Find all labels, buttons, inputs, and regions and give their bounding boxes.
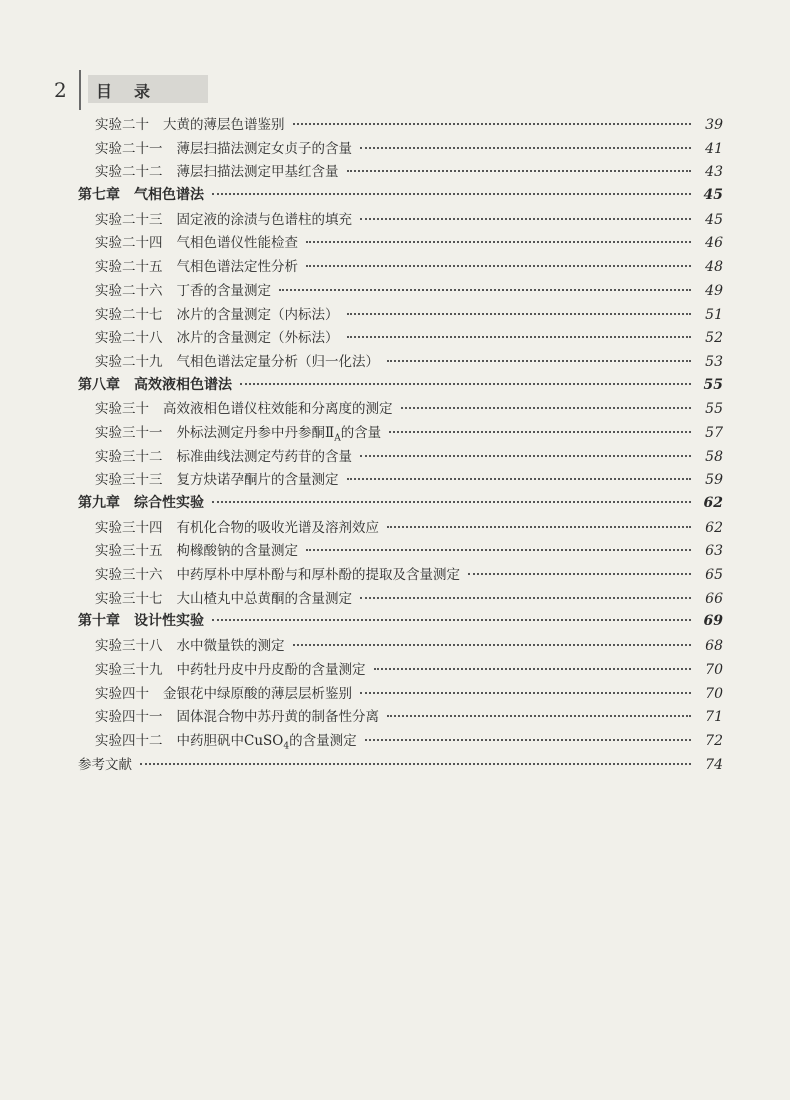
- toc-leader-dots: [279, 289, 691, 291]
- toc-page-number: 55: [703, 376, 723, 393]
- toc-entry-row[interactable]: [78, 587, 723, 611]
- toc-entry-row[interactable]: [78, 682, 723, 706]
- toc-page-number: 55: [705, 401, 723, 418]
- section-title: 目录: [96, 82, 173, 101]
- toc-leader-dots: [347, 336, 692, 338]
- toc-title: 大黄的薄层色谱鉴别: [163, 117, 285, 133]
- toc-page-number: 62: [703, 495, 723, 511]
- toc-title: 冰片的含量测定（内标法）: [176, 306, 339, 323]
- toc-entry-row[interactable]: [78, 468, 723, 492]
- toc-page-number: 53: [705, 353, 723, 370]
- toc-leader-dots: [389, 431, 691, 433]
- toc-entry-row[interactable]: [78, 634, 723, 658]
- toc-leader-dots: [212, 619, 691, 621]
- toc-chapter-row[interactable]: [78, 184, 723, 208]
- toc-title: 中药胆矾中CuSO$_4$的含量测定: [176, 732, 357, 752]
- toc-number: 实验三十七: [95, 590, 163, 607]
- toc-entry-row[interactable]: [78, 326, 723, 350]
- toc-page-number: 45: [703, 187, 723, 204]
- toc-page-number: 59: [705, 472, 723, 489]
- toc-number: 实验三十五: [95, 543, 163, 560]
- toc-leader-dots: [360, 218, 691, 220]
- toc-number: 实验三十九: [95, 661, 163, 678]
- toc-title: 薄层扫描法测定甲基红含量: [176, 164, 339, 181]
- toc-title: 冰片的含量测定（外标法）: [176, 330, 339, 347]
- toc-page-number: 70: [705, 685, 723, 702]
- toc-page-number: 71: [705, 709, 723, 726]
- toc-leader-dots: [212, 501, 691, 503]
- table-of-contents: [78, 113, 723, 776]
- toc-leader-dots: [468, 573, 691, 575]
- toc-leader-dots: [360, 692, 691, 694]
- toc-leader-dots: [387, 360, 691, 362]
- toc-entry-row[interactable]: [78, 137, 723, 161]
- toc-title: 丁香的含量测定: [176, 282, 271, 299]
- toc-number: 实验三十四: [95, 519, 163, 536]
- toc-title: 有机化合物的吸收光谱及溶剂效应: [176, 519, 379, 536]
- toc-number: 实验二十: [95, 117, 149, 133]
- toc-leader-dots: [347, 478, 692, 480]
- toc-title: 中药厚朴中厚朴酚与和厚朴酚的提取及含量测定: [176, 567, 460, 584]
- toc-entry-row[interactable]: [78, 705, 723, 729]
- toc-page-number: 49: [705, 282, 723, 299]
- toc-title: 枸橼酸钠的含量测定: [176, 543, 298, 560]
- header-divider: [79, 70, 81, 110]
- toc-number: 实验二十一: [95, 140, 163, 157]
- toc-number: 实验二十四: [95, 235, 163, 252]
- toc-entry-row[interactable]: [78, 113, 723, 137]
- toc-title: 参考文献: [78, 756, 132, 773]
- toc-number: 实验四十: [95, 685, 149, 702]
- toc-page-number: 46: [705, 235, 723, 252]
- toc-page-number: 68: [705, 638, 723, 655]
- toc-number: 实验三十一: [95, 424, 163, 441]
- toc-page-number: 39: [705, 117, 723, 133]
- toc-number: 实验三十六: [95, 567, 163, 584]
- toc-number: 第八章: [78, 376, 120, 393]
- toc-title: 设计性实验: [134, 613, 204, 630]
- toc-entry-row[interactable]: [78, 729, 723, 753]
- toc-title: 薄层扫描法测定女贞子的含量: [176, 140, 352, 157]
- toc-page-number: 57: [705, 424, 723, 441]
- toc-number: 实验二十五: [95, 259, 163, 276]
- toc-number: 实验二十七: [95, 306, 163, 323]
- toc-number: 实验二十九: [95, 353, 163, 370]
- toc-number: 实验三十二: [95, 448, 163, 465]
- toc-number: 实验三十三: [95, 472, 163, 489]
- toc-number: 实验二十八: [95, 330, 163, 347]
- toc-entry-row[interactable]: [78, 516, 723, 540]
- page-header: [54, 70, 754, 110]
- toc-number: 实验四十一: [95, 709, 163, 726]
- toc-entry-row[interactable]: [78, 658, 723, 682]
- toc-title: 金银花中绿原酸的薄层层析鉴别: [163, 685, 352, 702]
- toc-entry-row[interactable]: [78, 231, 723, 255]
- toc-leader-dots: [306, 241, 691, 243]
- toc-title: 水中微量铁的测定: [176, 638, 285, 655]
- toc-number: 实验三十八: [95, 638, 163, 655]
- toc-page-number: 65: [705, 567, 723, 584]
- toc-leader-dots: [401, 407, 692, 409]
- toc-leader-dots: [360, 455, 691, 457]
- toc-title: 大山楂丸中总黄酮的含量测定: [176, 590, 352, 607]
- toc-entry-row[interactable]: [78, 421, 723, 445]
- page-number: 2: [54, 78, 67, 102]
- toc-entry-row[interactable]: [78, 303, 723, 327]
- toc-leader-dots: [347, 313, 692, 315]
- toc-title: 固定液的涂渍与色谱柱的填充: [176, 211, 352, 228]
- toc-page-number: 43: [705, 164, 723, 181]
- toc-page-number: 58: [705, 448, 723, 465]
- toc-title: 气相色谱法: [134, 187, 204, 204]
- toc-number: 实验四十二: [95, 732, 163, 749]
- toc-page-number: 72: [705, 732, 723, 749]
- toc-leader-dots: [387, 526, 691, 528]
- toc-title: 综合性实验: [134, 495, 204, 511]
- toc-chapter-row[interactable]: [78, 374, 723, 398]
- toc-page-number: 52: [705, 330, 723, 347]
- toc-number: 实验三十: [95, 401, 149, 418]
- toc-leader-dots: [140, 763, 691, 765]
- toc-entry-row[interactable]: [78, 279, 723, 303]
- toc-page-number: 45: [705, 211, 723, 228]
- toc-entry-row[interactable]: [78, 160, 723, 184]
- toc-entry-row[interactable]: [78, 563, 723, 587]
- toc-chapter-row[interactable]: [78, 492, 723, 516]
- toc-title: 外标法测定丹参中丹参酮$Ⅱ_A$的含量: [176, 424, 382, 444]
- toc-leader-dots: [387, 715, 691, 717]
- toc-page-number: 62: [705, 519, 723, 536]
- toc-page-number: 66: [705, 590, 723, 607]
- toc-page-number: 51: [705, 306, 723, 323]
- toc-entry-row[interactable]: [78, 397, 723, 421]
- toc-entry-row[interactable]: [78, 539, 723, 563]
- toc-page-number: 48: [705, 259, 723, 276]
- toc-title: 高效液相色谱仪柱效能和分离度的测定: [163, 401, 393, 418]
- toc-entry-row[interactable]: [78, 445, 723, 469]
- toc-number: 第十章: [78, 613, 120, 630]
- toc-title: 标准曲线法测定芍药苷的含量: [176, 448, 352, 465]
- toc-page-number: 69: [703, 613, 723, 630]
- toc-number: 实验二十二: [95, 164, 163, 181]
- toc-title: 气相色谱仪性能检查: [176, 235, 298, 252]
- toc-leader-dots: [347, 170, 692, 172]
- toc-leader-dots: [374, 668, 692, 670]
- toc-number: 实验二十三: [95, 211, 163, 228]
- toc-leader-dots: [293, 644, 692, 646]
- toc-page-number: 63: [705, 543, 723, 560]
- toc-leader-dots: [360, 147, 691, 149]
- toc-title: 气相色谱法定性分析: [176, 259, 298, 276]
- toc-title: 高效液相色谱法: [134, 376, 232, 393]
- toc-leader-dots: [212, 193, 691, 195]
- toc-leader-dots: [306, 265, 691, 267]
- toc-title: 固体混合物中苏丹黄的制备性分离: [176, 709, 379, 726]
- toc-page-number: 74: [705, 756, 723, 773]
- toc-number: 第七章: [78, 187, 120, 204]
- toc-leader-dots: [306, 549, 691, 551]
- toc-title: 气相色谱法定量分析（归一化法）: [176, 353, 379, 370]
- toc-leader-dots: [293, 123, 692, 125]
- toc-page-number: 70: [705, 661, 723, 678]
- toc-entry-row[interactable]: [78, 350, 723, 374]
- toc-references-row[interactable]: [78, 753, 723, 777]
- toc-chapter-row[interactable]: [78, 610, 723, 634]
- toc-entry-row[interactable]: [78, 255, 723, 279]
- toc-title: 中药牡丹皮中丹皮酚的含量测定: [176, 661, 366, 678]
- toc-entry-row[interactable]: [78, 208, 723, 232]
- toc-number: 第九章: [78, 495, 120, 511]
- toc-leader-dots: [360, 597, 691, 599]
- toc-number: 实验二十六: [95, 282, 163, 299]
- toc-leader-dots: [365, 739, 691, 741]
- toc-page-number: 41: [705, 140, 723, 157]
- toc-title: 复方炔诺孕酮片的含量测定: [176, 472, 339, 489]
- toc-leader-dots: [240, 383, 691, 385]
